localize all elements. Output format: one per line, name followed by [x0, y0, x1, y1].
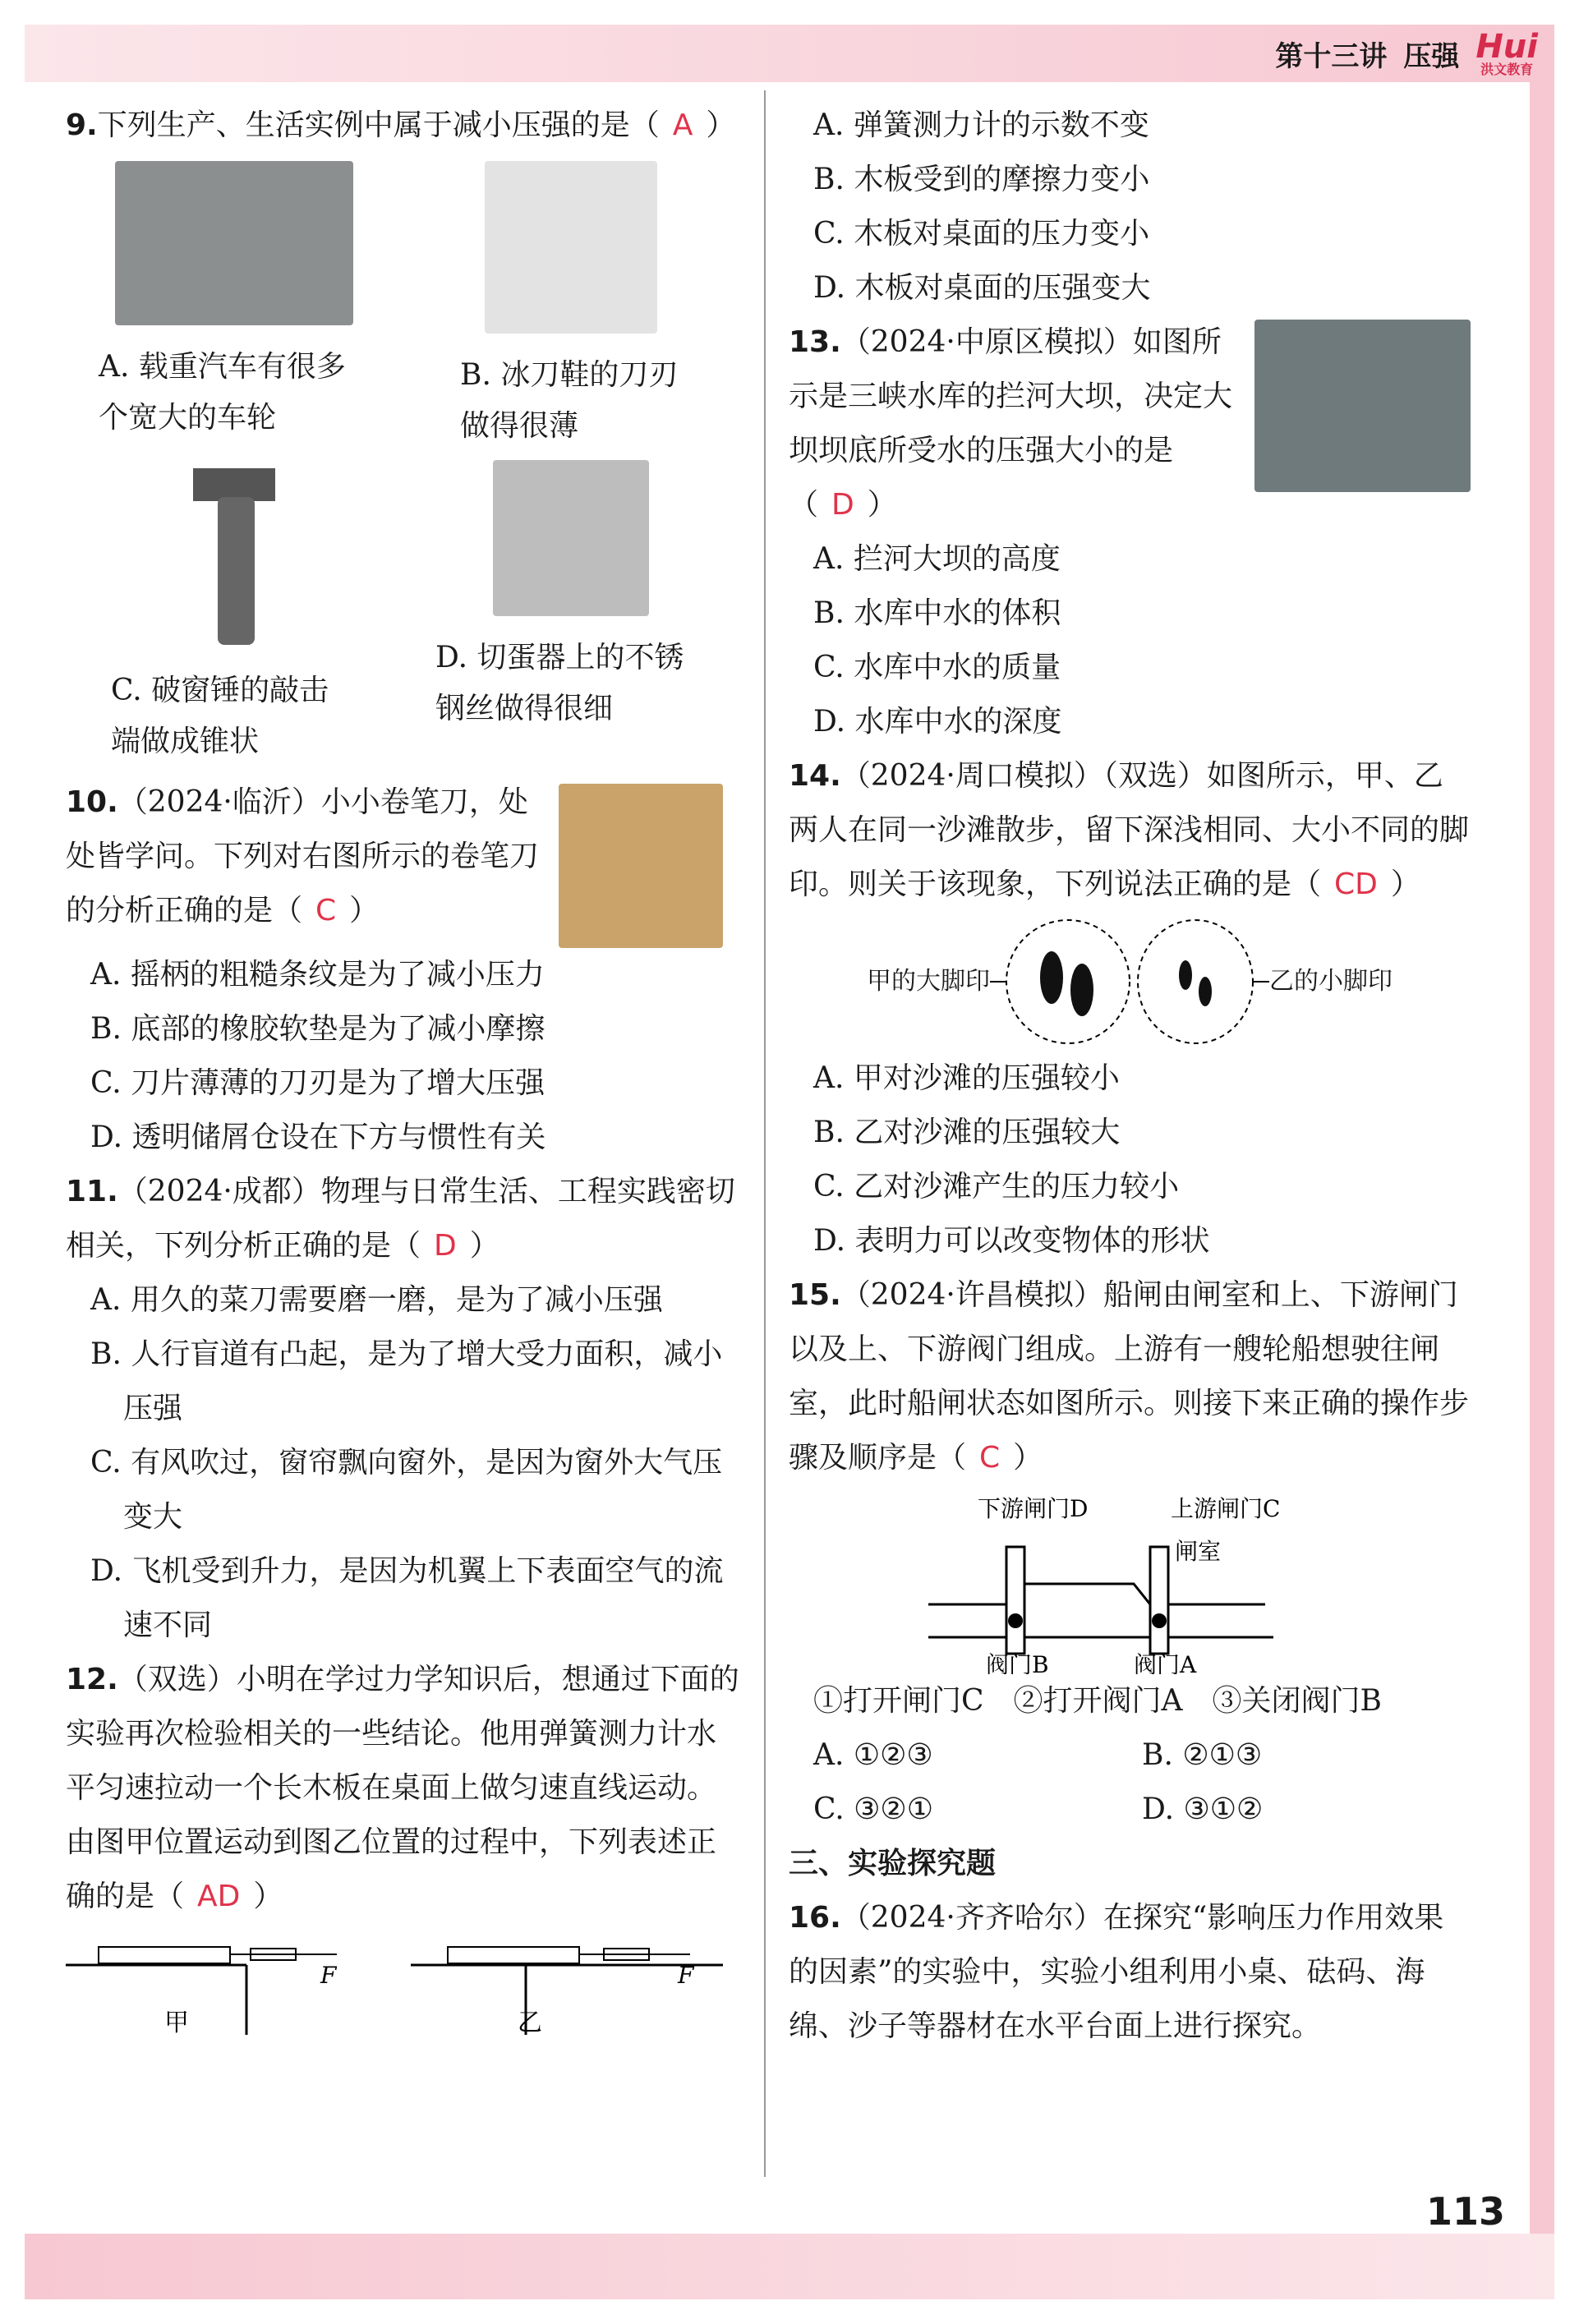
- emergency-hammer-icon: [185, 460, 283, 649]
- q12-option-c: C. 木板对桌面的压力变小: [813, 217, 1150, 251]
- topic-label: 压强: [1403, 39, 1460, 73]
- ice-skate-photo: [485, 161, 657, 334]
- answer-14: CD: [1334, 867, 1378, 901]
- question-11: 11.（2024·成都）物理与日常生活、工程实践密切相关，下列分析正确的是（ D ）: [66, 1175, 735, 1263]
- question-16: 16.（2024·齐齐哈尔）在探究“影响压力作用效果的因素”的实验中，实验小组利用小桌、砝码、海绵、沙子等器材在水平台面上进行探究。: [789, 1901, 1444, 2043]
- q15-option-b: B. ②①③: [1142, 1738, 1263, 1772]
- answer-13: D: [831, 488, 854, 522]
- q13-option-b: B. 水库中水的体积: [813, 596, 1061, 630]
- answer-12: AD: [197, 1880, 241, 1913]
- q14-figure: [789, 912, 1471, 1052]
- column-divider: [764, 90, 766, 2177]
- q12-figure: [66, 1932, 739, 2039]
- q10-option-d: D. 透明储屑仓设在下方与惯性有关: [90, 1121, 546, 1154]
- ship-lock-diagram: [789, 1485, 1471, 1674]
- question-10: 10.（2024·临沂）小小卷笔刀，处处皆学问。下列对右图所示的卷笔刀的分析正确的是（ C ）: [66, 775, 739, 948]
- chapter-label: 第十三讲: [1275, 39, 1388, 73]
- dam-photo: [1254, 320, 1471, 492]
- svg-text:甲: 甲: [164, 2009, 189, 2037]
- q14-option-b: B. 乙对沙滩的压强较大: [813, 1116, 1121, 1149]
- pencil-sharpener-photo: [559, 784, 723, 948]
- svg-text:乙: 乙: [518, 2009, 542, 2037]
- small-footprint-label: 乙的小脚印: [1269, 967, 1393, 996]
- answer-15: C: [979, 1441, 1001, 1475]
- egg-slicer-photo: [493, 460, 649, 616]
- footer-band: [25, 2234, 1554, 2299]
- page-number: 113: [1425, 2189, 1505, 2234]
- q11-option-b: B. 人行盲道有凸起，是为了增大受力面积，减小压强: [90, 1337, 723, 1425]
- q11-option-d: D. 飞机受到升力，是因为机翼上下表面空气的流速不同: [90, 1554, 724, 1642]
- q12-option-b: B. 木板受到的摩擦力变小: [813, 163, 1150, 196]
- answer-9: A: [672, 108, 693, 142]
- q10-option-b: B. 底部的橡胶软垫是为了减小摩擦: [90, 1012, 546, 1046]
- q14-option-c: C. 乙对沙滩产生的压力较小: [813, 1170, 1180, 1203]
- q9-option-c: C. 破窗锤的敲击端做成锥状: [78, 460, 390, 767]
- q9-option-d: D. 切蛋器上的不锈钢丝做得很细: [415, 460, 727, 734]
- q14-option-d: D. 表明力可以改变物体的形状: [813, 1224, 1210, 1258]
- page-header: [1259, 25, 1554, 82]
- left-column: [66, 99, 739, 2039]
- svg-text:阀门A: 阀门A: [1134, 1651, 1197, 1674]
- q12-option-a: A. 弹簧测力计的示数不变: [813, 108, 1149, 142]
- q12-option-d: D. 木板对桌面的压强变大: [813, 271, 1151, 305]
- question-12: 12.（双选）小明在学过力学知识后，想通过下面的实验再次检验相关的一些结论。他用弹簧测力计水平匀速拉动一个长木板在桌面上做匀速直线运动。由图甲位置运动到图乙位置的过程中，下列表述正确的是（ AD ）: [66, 1663, 739, 1913]
- answer-11: D: [434, 1229, 457, 1263]
- footprints-icon: [990, 916, 1269, 1047]
- q15-option-a: A. ①②③: [813, 1738, 933, 1772]
- q15-options-row1: [789, 1728, 1471, 1783]
- q13-option-c: C. 水库中水的质量: [813, 651, 1061, 684]
- q15-steps: ①打开闸门C ②打开阀门A ③关闭阀门B: [813, 1684, 1382, 1718]
- q9-images-row1: [66, 161, 739, 452]
- q11-option-c: C. 有风吹过，窗帘飘向窗外，是因为窗外大气压变大: [90, 1446, 723, 1534]
- truck-photo: [115, 161, 353, 325]
- q10-option-a: A. 摇柄的粗糙条纹是为了减小压力: [90, 958, 545, 992]
- q13-option-d: D. 水库中水的深度: [813, 705, 1062, 739]
- question-14: 14.（2024·周口模拟）（双选）如图所示，甲、乙两人在同一沙滩散步，留下深浅相同、大小不同的脚印。则关于该现象，下列说法正确的是（ CD ）: [789, 759, 1470, 901]
- svg-text:阀门B: 阀门B: [986, 1651, 1049, 1674]
- big-footprint-label: 甲的大脚印: [867, 967, 990, 996]
- diagram-yi: [411, 1932, 739, 2039]
- question-13: 13.（2024·中原区模拟）如图所示是三峡水库的拦河大坝，决定大坝坝底所受水的压强大小的是（ D ）: [789, 315, 1471, 532]
- diagram-jia: [66, 1932, 378, 2039]
- q10-option-c: C. 刀片薄薄的刀刃是为了增大压强: [90, 1066, 546, 1100]
- q15-option-d: D. ③①②: [1142, 1792, 1264, 1826]
- right-column: [789, 99, 1471, 2054]
- svg-text:下游闸门D: 下游闸门D: [978, 1495, 1089, 1522]
- q15-options-row2: [789, 1783, 1471, 1837]
- q9-option-a: A. 载重汽车有很多个宽大的车轮: [78, 161, 390, 444]
- svg-text:上游闸门C: 上游闸门C: [1171, 1495, 1281, 1522]
- q9-option-b: B. 冰刀鞋的刀刃做得很薄: [415, 161, 727, 452]
- q13-option-a: A. 拦河大坝的高度: [813, 542, 1061, 576]
- answer-10: C: [315, 894, 337, 927]
- section-heading: 三、实验探究题: [789, 1847, 997, 1880]
- q9-images-row2: [66, 460, 739, 767]
- question-15: 15.（2024·许昌模拟）船闸由闸室和上、下游闸门以及上、下游阀门组成。上游有一艘轮船想驶往闸室，此时船闸状态如图所示。则接下来正确的操作步骤及顺序是（ C ）: [789, 1278, 1470, 1475]
- q11-option-a: A. 用久的菜刀需要磨一磨，是为了减小压强: [90, 1283, 663, 1317]
- question-9: 9.下列生产、生活实例中属于减小压强的是（ A ）: [66, 108, 736, 142]
- svg-text:F: F: [320, 1962, 337, 1989]
- q15-option-c: C. ③②①: [813, 1792, 933, 1826]
- svg-text:F: F: [678, 1962, 694, 1989]
- q14-option-a: A. 甲对沙滩的压强较小: [813, 1061, 1120, 1095]
- publisher-logo: Hui 洪文教育: [1475, 28, 1538, 77]
- svg-text:闸室: 闸室: [1175, 1538, 1222, 1565]
- page-edge-decoration: [1530, 82, 1554, 2251]
